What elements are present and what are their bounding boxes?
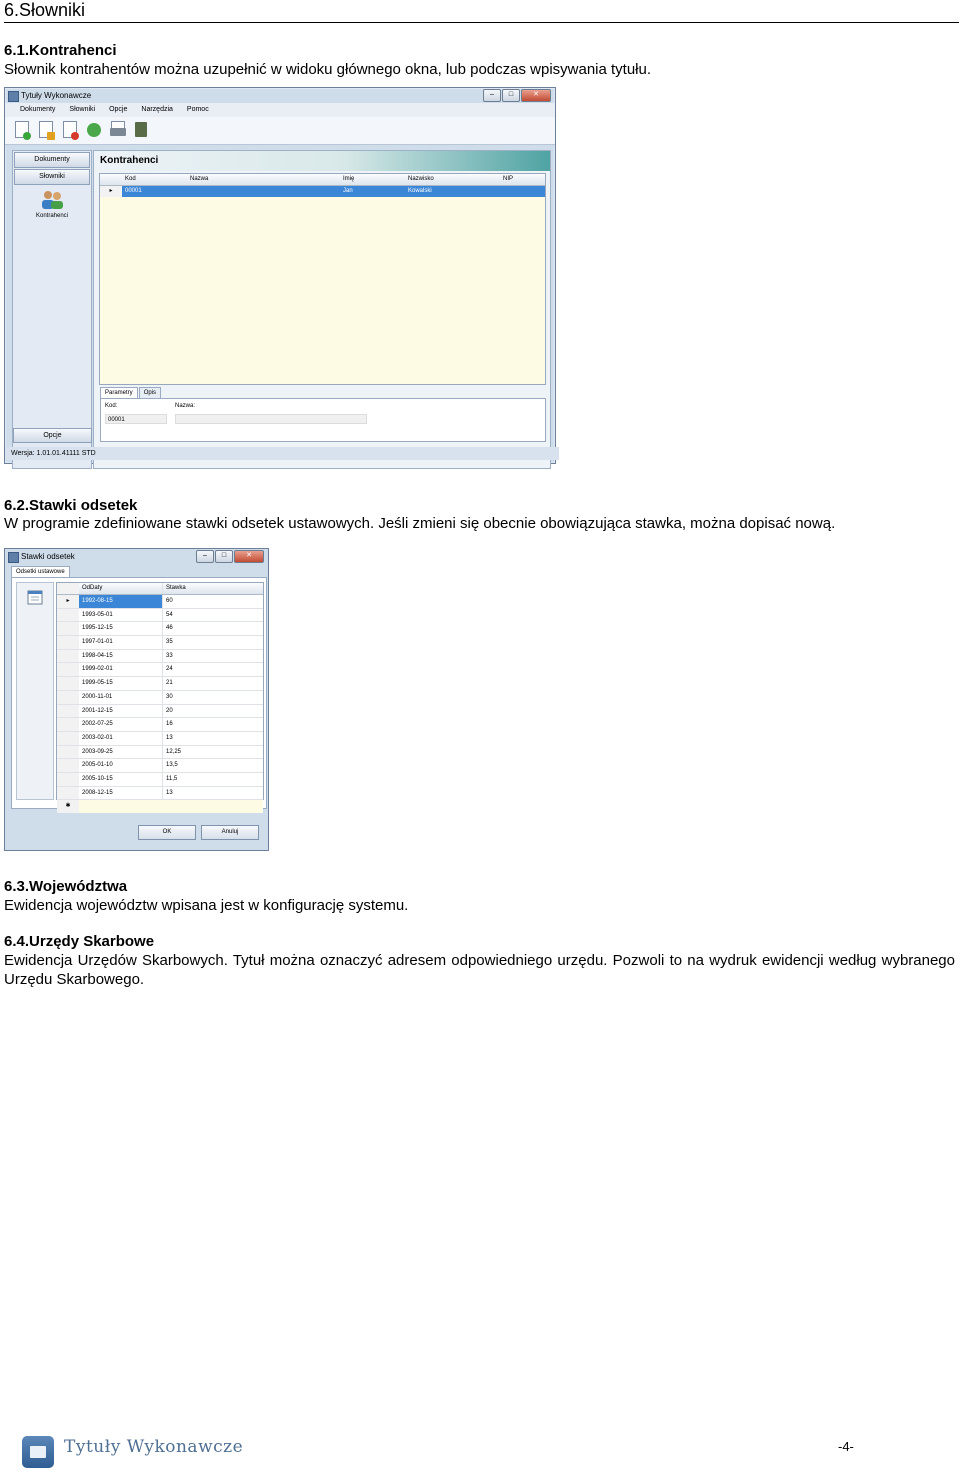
- table-row[interactable]: [57, 691, 263, 705]
- tab-parametry[interactable]: Parametry: [100, 387, 138, 399]
- column-stawka[interactable]: Stawka: [166, 585, 186, 591]
- row-selector: [57, 732, 79, 745]
- row-selector: [57, 636, 79, 649]
- window-title: Tytuły Wykonawcze: [21, 91, 92, 100]
- cell-oddaty[interactable]: 2008-12-15: [79, 787, 163, 800]
- cell-stawka[interactable]: 24: [166, 666, 173, 673]
- minimize-icon[interactable]: –: [196, 550, 214, 563]
- contractors-icon[interactable]: [39, 190, 65, 210]
- table-row[interactable]: [57, 636, 263, 650]
- cell-stawka[interactable]: 13,5: [166, 762, 178, 769]
- row-pointer-icon: ▸: [100, 186, 122, 197]
- heading-rule: [4, 22, 959, 23]
- cell-oddaty[interactable]: 2003-02-01: [79, 732, 163, 745]
- cell-oddaty[interactable]: 1999-02-01: [79, 663, 163, 676]
- rates-grid: [56, 582, 264, 810]
- column-kod[interactable]: Kod: [125, 176, 136, 182]
- maximize-icon[interactable]: □: [502, 89, 520, 102]
- left-navigation-panel: [12, 150, 92, 469]
- interest-rates-window-screenshot: [4, 548, 269, 851]
- row-selector: [57, 773, 79, 786]
- cell-oddaty[interactable]: 1992-08-15: [79, 595, 163, 608]
- cell-stawka[interactable]: 11,5: [166, 775, 178, 782]
- exit-icon[interactable]: [133, 120, 151, 140]
- cell-nip[interactable]: [500, 186, 543, 197]
- section-title-wojewodztwa: 6.3.Województwa: [4, 878, 128, 895]
- cell-stawka[interactable]: 35: [166, 639, 173, 646]
- brand-logo-icon: [22, 1436, 54, 1468]
- menu-dokumenty[interactable]: Dokumenty: [20, 106, 56, 113]
- row-selector: [57, 677, 79, 690]
- edit-document-icon[interactable]: [37, 120, 55, 140]
- kod-label: Kod:: [105, 403, 118, 409]
- rates-side-panel: [16, 582, 54, 800]
- cancel-button[interactable]: Anuluj: [201, 825, 259, 840]
- app-icon: [8, 552, 19, 563]
- minimize-icon[interactable]: –: [483, 89, 501, 102]
- column-nazwa[interactable]: Nazwa: [190, 176, 209, 182]
- cell-oddaty[interactable]: 1995-12-15: [79, 622, 163, 635]
- cell-oddaty[interactable]: 2003-09-25: [79, 746, 163, 759]
- table-row[interactable]: [57, 705, 263, 719]
- cell-oddaty[interactable]: 2005-10-15: [79, 773, 163, 786]
- cell-oddaty[interactable]: 2002-07-25: [79, 718, 163, 731]
- calendar-icon[interactable]: [27, 589, 43, 605]
- cell-nazwisko[interactable]: Kowalski: [408, 188, 432, 194]
- cell-stawka[interactable]: 12,25: [166, 748, 182, 755]
- table-row[interactable]: [57, 609, 263, 623]
- row-selector: [57, 746, 79, 759]
- cell-nazwa[interactable]: [187, 186, 340, 197]
- cell-oddaty[interactable]: 1998-04-15: [79, 650, 163, 663]
- row-selector: [57, 609, 79, 622]
- menu-narzedzia[interactable]: Narzędzia: [141, 106, 173, 113]
- cell-oddaty[interactable]: 2000-11-01: [79, 691, 163, 704]
- new-row[interactable]: [57, 800, 263, 813]
- menu-slowniki[interactable]: Słowniki: [69, 106, 96, 113]
- column-oddaty[interactable]: OdDaty: [79, 583, 163, 594]
- new-row-icon: ✱: [57, 800, 79, 813]
- options-button[interactable]: Opcje: [13, 428, 92, 443]
- cell-stawka[interactable]: 46: [166, 625, 173, 632]
- row-selector: [57, 691, 79, 704]
- delete-document-icon[interactable]: [61, 120, 79, 140]
- cell-oddaty[interactable]: 2005-01-10: [79, 759, 163, 772]
- refresh-icon[interactable]: [85, 120, 103, 140]
- cell-stawka[interactable]: 13: [166, 789, 173, 796]
- status-bar: Wersja: 1.01.01.41111 STD: [5, 447, 559, 460]
- grid-header: [100, 174, 545, 186]
- window-titlebar: [5, 88, 555, 103]
- section-title-urzedy: 6.4.Urzędy Skarbowe: [4, 933, 155, 950]
- tab-opis[interactable]: Opis: [139, 387, 161, 399]
- window-title: Stawki odsetek: [21, 552, 75, 561]
- maximize-icon[interactable]: □: [215, 550, 233, 563]
- row-selector: [57, 622, 79, 635]
- cell-stawka[interactable]: 21: [166, 680, 173, 687]
- section-text-urzedy: Ewidencja Urzędów Skarbowych. Tytuł można oznaczyć adresem odpowiedniego urzędu. Pozwoli to na wydruk ewidencji według wybranego Urzędu Skarbowego.: [4, 952, 955, 988]
- table-row[interactable]: [57, 759, 263, 773]
- contractors-panel: [93, 150, 551, 469]
- menu-opcje[interactable]: Opcje: [109, 106, 128, 113]
- table-row[interactable]: [57, 718, 263, 732]
- nazwa-label: Nazwa:: [175, 403, 196, 409]
- cell-stawka[interactable]: 16: [166, 721, 173, 728]
- contractors-label: Kontrahenci: [35, 213, 69, 219]
- column-nip[interactable]: NIP: [503, 176, 514, 182]
- section-title-stawki: 6.2.Stawki odsetek: [4, 497, 138, 514]
- ok-button[interactable]: OK: [138, 825, 196, 840]
- table-row[interactable]: [57, 663, 263, 677]
- cell-stawka[interactable]: 30: [166, 693, 173, 700]
- cell-stawka[interactable]: 33: [166, 652, 173, 659]
- parameters-panel: [100, 398, 546, 442]
- section-text-kontrahenci: Słownik kontrahentów można uzupełnić w widoku głównego okna, lub podczas wpisywania tytułu.: [4, 61, 652, 78]
- print-icon[interactable]: [109, 120, 127, 140]
- close-icon[interactable]: ✕: [521, 89, 551, 102]
- footer-brand: Tytuły Wykonawcze: [64, 1437, 244, 1457]
- cell-stawka[interactable]: 20: [166, 707, 173, 714]
- row-selector: [57, 718, 79, 731]
- row-selector: [57, 787, 79, 800]
- nav-slowniki-button[interactable]: Słowniki: [14, 169, 90, 185]
- row-pointer-icon: ▸: [57, 595, 79, 608]
- kod-field[interactable]: 00001: [105, 414, 167, 424]
- row-selector: [57, 650, 79, 663]
- table-row[interactable]: [57, 732, 263, 746]
- table-row[interactable]: [57, 677, 263, 691]
- row-selector: [57, 759, 79, 772]
- table-row[interactable]: [100, 186, 545, 197]
- table-row[interactable]: [57, 595, 263, 609]
- cell-oddaty[interactable]: 1997-01-01: [79, 636, 163, 649]
- tab-odsetki-ustawowe[interactable]: Odsetki ustawowe: [11, 566, 70, 578]
- toolbar: [5, 117, 555, 145]
- table-row[interactable]: [57, 746, 263, 760]
- cell-oddaty[interactable]: 1993-05-01: [79, 609, 163, 622]
- grid-header: [57, 583, 263, 595]
- column-nazwisko[interactable]: Nazwisko: [408, 176, 434, 182]
- column-imie[interactable]: Imię: [343, 176, 355, 182]
- contractors-grid: [99, 173, 546, 385]
- cell-oddaty[interactable]: 1999-05-15: [79, 677, 163, 690]
- row-selector: [57, 705, 79, 718]
- add-document-icon[interactable]: [13, 120, 31, 140]
- main-window-screenshot: [4, 87, 556, 464]
- cell-stawka[interactable]: 54: [166, 611, 173, 618]
- close-icon[interactable]: ✕: [234, 550, 264, 563]
- app-icon: [8, 91, 19, 102]
- table-row[interactable]: [57, 773, 263, 787]
- cell-stawka[interactable]: 60: [166, 598, 173, 604]
- window-titlebar: [5, 549, 268, 564]
- table-row[interactable]: [57, 622, 263, 636]
- cell-imie[interactable]: Jan: [343, 188, 353, 194]
- nav-dokumenty-button[interactable]: Dokumenty: [14, 152, 90, 168]
- table-row[interactable]: [57, 650, 263, 664]
- rates-tab-content: [11, 577, 267, 809]
- section-text-stawki: W programie zdefiniowane stawki odsetek ustawowych. Jeśli zmieni się obecnie obowiązująca stawka, można dopisać nową.: [4, 515, 836, 532]
- section-text-wojewodztwa: Ewidencja województw wpisana jest w konfigurację systemu.: [4, 897, 409, 914]
- cell-stawka[interactable]: 13: [166, 734, 173, 741]
- cell-kod[interactable]: 00001: [125, 188, 142, 194]
- panel-title: Kontrahenci: [94, 151, 550, 171]
- nazwa-field[interactable]: [175, 414, 367, 424]
- table-row[interactable]: [57, 787, 263, 801]
- section-title-kontrahenci: 6.1.Kontrahenci: [4, 42, 117, 59]
- cell-oddaty[interactable]: 2001-12-15: [79, 705, 163, 718]
- menu-bar: [5, 103, 555, 117]
- menu-pomoc[interactable]: Pomoc: [186, 106, 209, 113]
- row-selector: [57, 663, 79, 676]
- page-number: -4-: [838, 1439, 854, 1454]
- page-heading: 6.Słowniki: [4, 0, 86, 20]
